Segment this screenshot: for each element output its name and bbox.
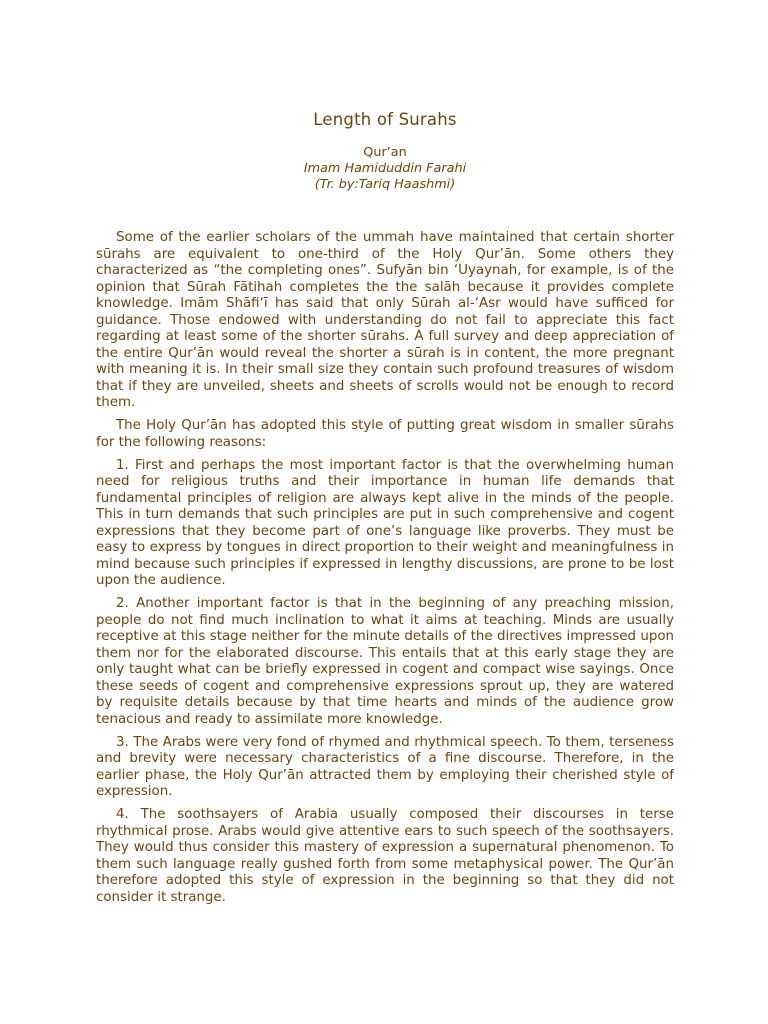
- paragraph-reason-1: 1. First and perhaps the most important factor is that the overwhelming human need for religious truths and their importance in human life demands that fundamental principles of religion are always kept alive in the minds of the people. This in turn demands that such principles are put in such comprehensive and cogent expressions that they become part of one’s language like proverbs. They must be easy to express by tongues in direct proportion to their weight and meaningfulness in mind because such principles if expressed in lengthy discussions, are prone to be lost upon the audience.: [96, 457, 674, 588]
- paragraph-intro: Some of the earlier scholars of the ummah have maintained that certain shorter sūrahs are equivalent to one-third of the Holy Qur’ān. Some others they characterized as “the completing ones”. Sufyān bin ‘Uyaynah, for example, is of the opinion that Sūrah Fātihah completes the the salāh because it provides complete knowledge. Imām Shāfi‘ī has said that only Sūrah al-‘Asr would have sufficed for guidance. Those endowed with understanding do not fail to appreciate this fact regarding at least some of the shorter sūrahs. A full survey and deep appreciation of the entire Qur’ān would reveal the shorter a sūrah is in content, the more pregnant with meaning it is. In their small size they contain such profound treasures of wisdom that if they are unveiled, sheets and sheets of scrolls would not be enough to record them.: [96, 230, 674, 410]
- byline: [96, 145, 674, 193]
- paragraph-reason-2: 2. Another important factor is that in the beginning of any preaching mission, people do not find much inclination to what it aims at teaching. Minds are usually receptive at this stage neither for the minute details of the directives impressed upon them nor for the elaborated discourse. This entails that at this early stage they are only taught what can be briefly expressed in cogent and compact wise sayings. Once these seeds of cogent and comprehensive expressions sprout up, they are watered by requisite details because by that time hearts and minds of the audience grow tenacious and ready to assimilate more knowledge.: [96, 596, 674, 727]
- page-title: Length of Surahs: [313, 110, 457, 129]
- source-label: Qur’an: [363, 145, 407, 160]
- translator-credit: (Tr. by:Tariq Haashmi): [314, 177, 456, 192]
- paragraph-reason-3: 3. The Arabs were very fond of rhymed and rhythmical speech. To them, terseness and brevity were necessary characteristics of a fine discourse. Therefore, in the earlier phase, the Holy Qur’ān attracted them by employing their cherished style of expression.: [96, 734, 674, 799]
- author-name: Imam Hamiduddin Farahi: [303, 161, 467, 176]
- article-body: [96, 230, 674, 906]
- paragraph-reason-4: 4. The soothsayers of Arabia usually composed their discourses in terse rhythmical prose. Arabs would give attentive ears to such speech of the soothsayers. They would thus consider this mastery of expression a supernatural phenomenon. To them such language really gushed forth from some metaphysical power. The Qur’ān therefore adopted this style of expression in the beginning so that they did not consider it strange.: [96, 807, 674, 905]
- paragraph-reasons-lead: The Holy Qur’ān has adopted this style of putting great wisdom in smaller sūrahs for the following reasons:: [96, 418, 674, 450]
